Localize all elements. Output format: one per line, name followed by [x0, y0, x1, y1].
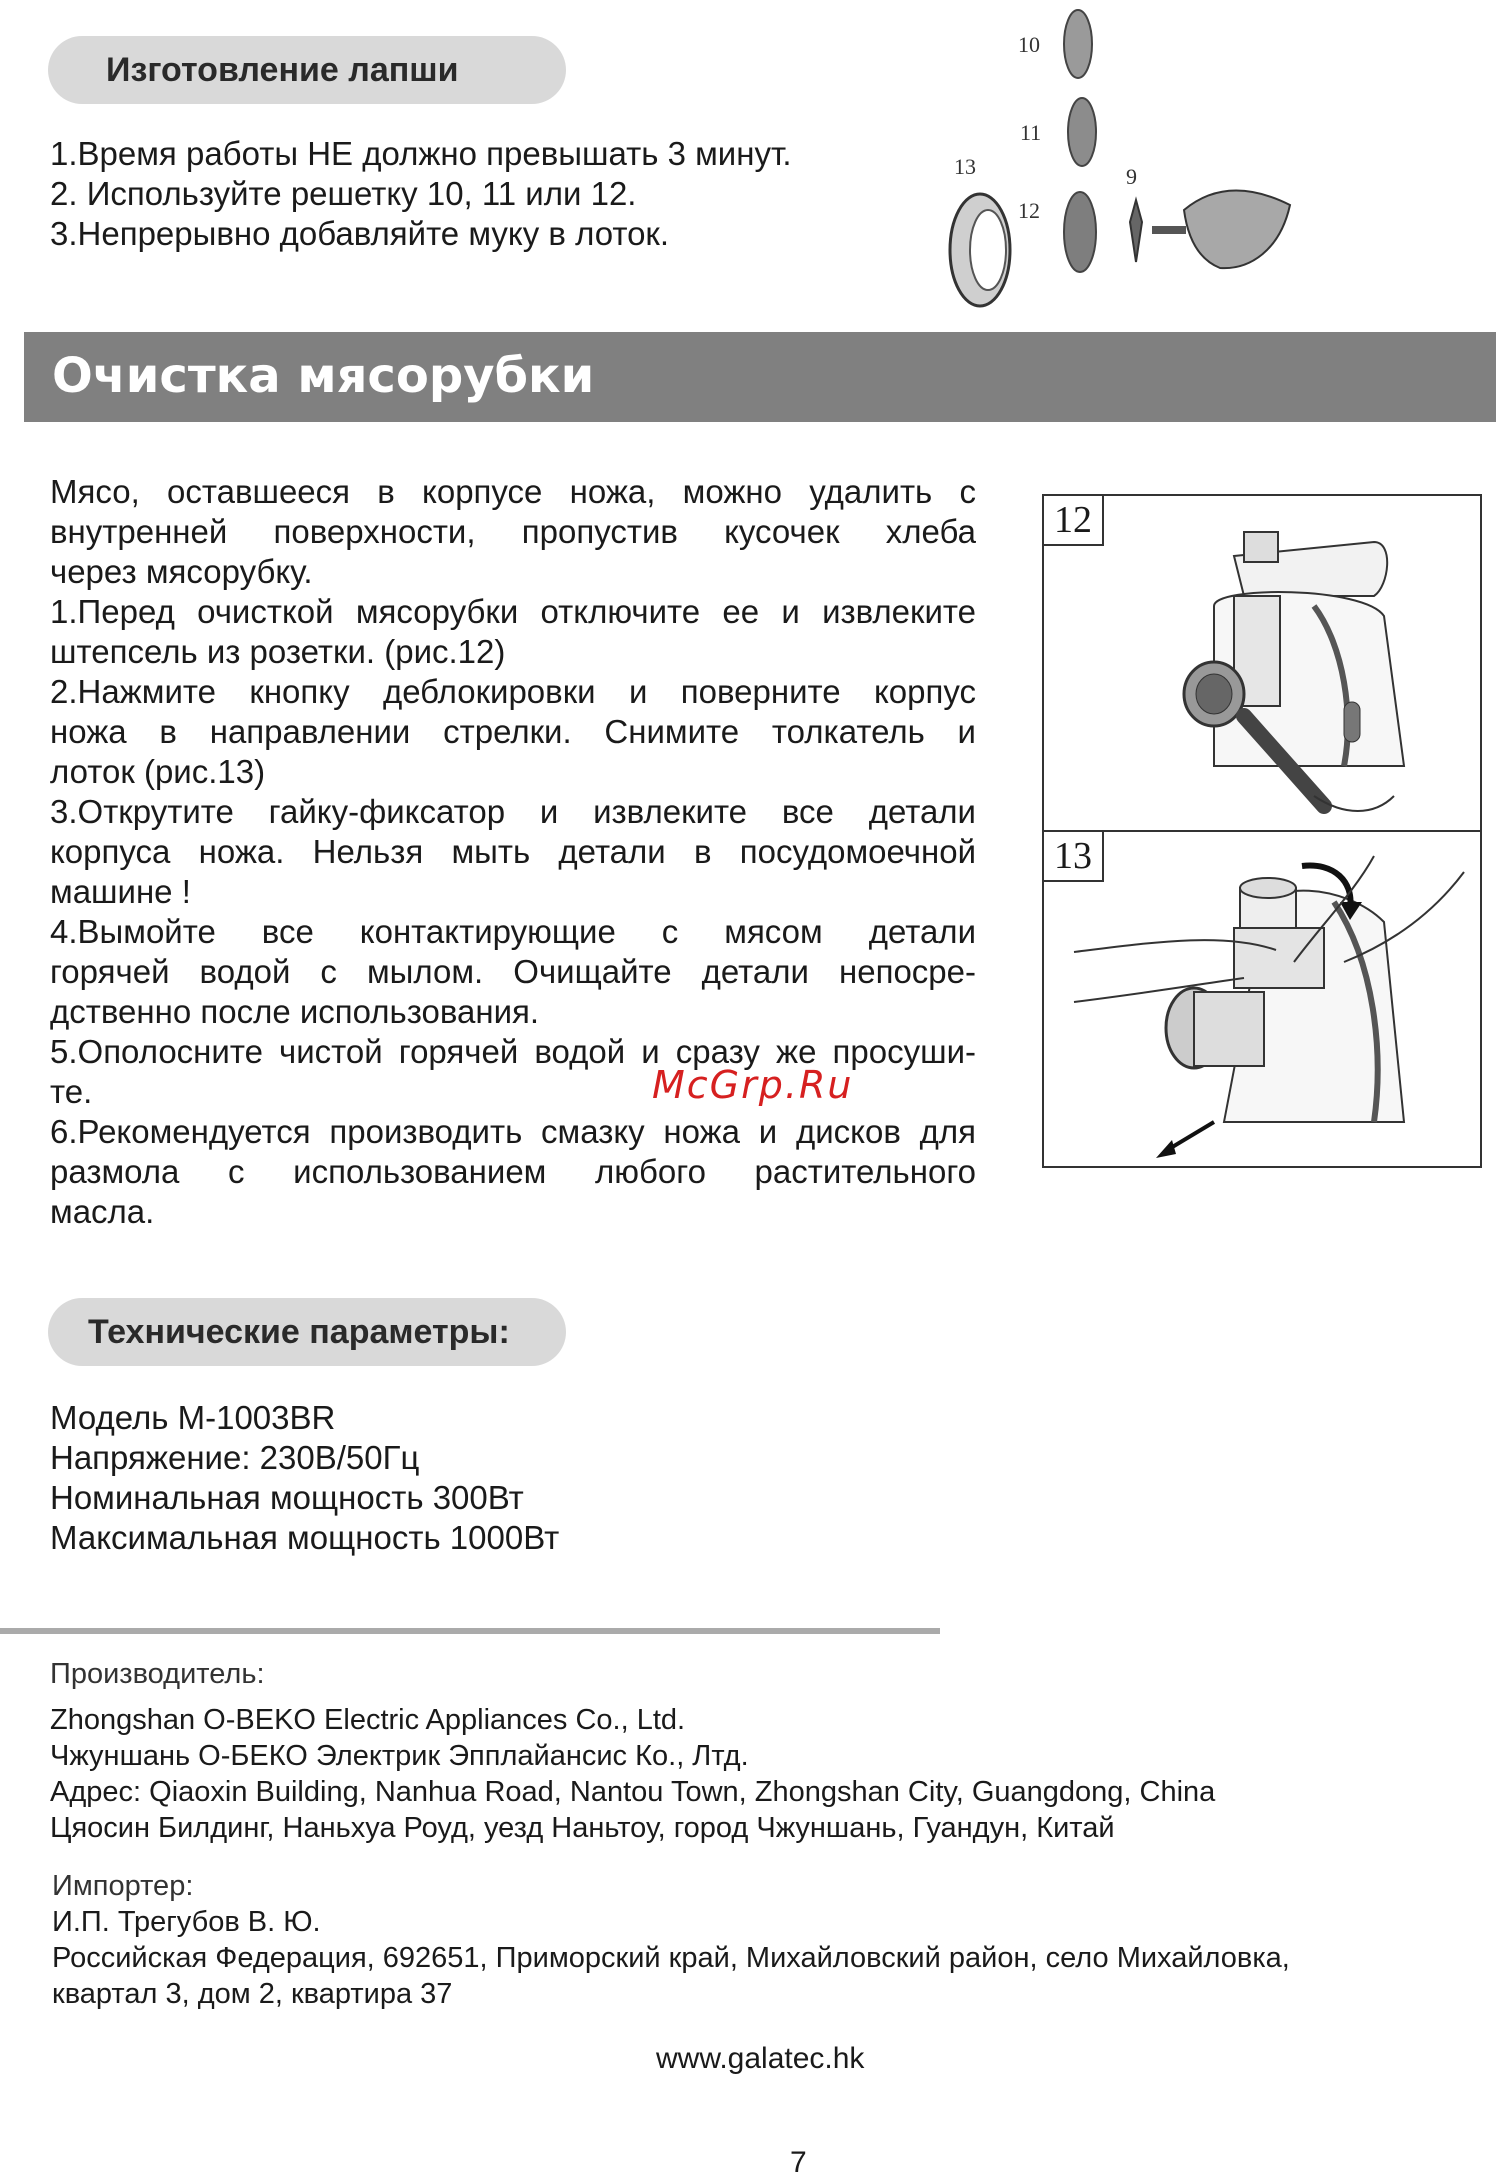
cleaning-line: 3.Открутите гайку-фиксатор и извлеките все детали [50, 793, 976, 830]
cleaning-line: размола с использованием любого растительного [50, 1153, 976, 1190]
noodles-step: 3.Непрерывно добавляйте муку в лоток. [50, 215, 670, 252]
cleaning-line: те. [50, 1073, 93, 1110]
auger-shaft-icon [1152, 226, 1186, 234]
cleaning-line: внутренней поверхности, пропустив кусочек хлеба [50, 513, 976, 550]
cleaning-line: штепсель из розетки. (рис.12) [50, 633, 506, 670]
switch-icon [1344, 702, 1360, 742]
website-link[interactable]: www.galatec.hk [656, 2042, 865, 2075]
page-number: 7 [790, 2146, 807, 2179]
manufacturer-line: Zhongshan O-BEKO Electric Appliances Co., Ltd. [50, 1704, 686, 1736]
parts-drawing [930, 0, 1310, 316]
noodles-heading [48, 36, 566, 104]
auger-icon [1184, 191, 1290, 269]
importer-line: Российская Федерация, 692651, Приморский край, Михайловский район, село Михайловка, [52, 1942, 1290, 1974]
cleaning-line: ножа в направлении стрелки. Снимите толкатель и [50, 713, 976, 750]
knife-housing-icon [1234, 928, 1324, 988]
nut-13-label: 13 [954, 154, 976, 179]
figure-12 [1042, 494, 1482, 832]
cleaning-line: масла. [50, 1193, 155, 1230]
grinder-disassemble-drawing [1044, 832, 1480, 1166]
cleaning-line: 6.Рекомендуется производить смазку ножа и дисков для [50, 1113, 976, 1150]
knife-9-icon [1130, 200, 1142, 262]
watermark: McGrp.Ru [652, 1063, 854, 1107]
importer-line: И.П. Трегубов В. Ю. [52, 1906, 321, 1938]
manufacturer-block [50, 1656, 1215, 1846]
figure-12-number: 12 [1044, 496, 1104, 546]
cleaning-line: лоток (рис.13) [50, 753, 266, 790]
importer-label: Импортер: [52, 1870, 194, 1902]
manufacturer-line: Цяосин Билдинг, Наньхуа Роуд, уезд Наньтоу, город Чжуншань, Гуандун, Китай [50, 1812, 1115, 1844]
cleaning-line: через мясорубку. [50, 553, 313, 590]
cleaning-line: горячей водой с мылом. Очищайте детали непосре- [50, 953, 976, 990]
specs-heading-text: Технические параметры: [88, 1312, 510, 1351]
footer-divider [0, 1628, 940, 1634]
cleaning-line: корпуса ножа. Нельзя мыть детали в посудомоечной [50, 833, 976, 870]
grid-10-label: 10 [1018, 32, 1040, 57]
cleaning-line: 4.Вымойте все контактирующие с мясом детали [50, 913, 976, 950]
manufacturer-label: Производитель: [50, 1658, 265, 1690]
figure-13-number: 13 [1044, 832, 1104, 882]
grid-11-icon [1068, 98, 1096, 166]
importer-block [52, 1868, 1290, 2012]
specs-list [50, 1398, 559, 1558]
parts-illustration [930, 0, 1310, 316]
spec-line: Номинальная мощность 300Вт [50, 1479, 524, 1516]
noodles-steps [50, 134, 792, 254]
manufacturer-line: Адрес: Qiaoxin Building, Nanhua Road, Nantou Town, Zhongshan City, Guangdong, China [50, 1776, 1216, 1808]
noodles-step: 1.Время работы НЕ должно превышать 3 минут. [50, 135, 792, 172]
cleaning-line: 5.Ополосните чистой горячей водой и сразу же просуши- [50, 1033, 976, 1070]
figure-13 [1042, 830, 1482, 1168]
spec-line: Максимальная мощность 1000Вт [50, 1519, 560, 1556]
grid-12-label: 12 [1018, 198, 1040, 223]
grid-10-icon [1064, 10, 1092, 78]
cleaning-line: Мясо, оставшееся в корпусе ножа, можно удалить с [50, 473, 976, 510]
cleaning-title: Очистка мясорубки [52, 348, 595, 404]
cleaning-text [50, 472, 976, 1232]
noodles-step: 2. Используйте решетку 10, 11 или 12. [50, 175, 637, 212]
cleaning-line: 2.Нажмите кнопку деблокировки и поверните корпус [50, 673, 976, 710]
noodles-heading-text: Изготовление лапши [106, 50, 459, 89]
spec-line: Модель M-1003BR [50, 1399, 336, 1436]
manufacturer-line: Чжуншань О-БЕКО Электрик Эпплайансис Ко., Лтд. [50, 1740, 749, 1772]
cleaning-line: машине ! [50, 873, 191, 910]
spec-line: Напряжение: 230В/50Гц [50, 1439, 420, 1476]
knife-9-label: 9 [1126, 164, 1137, 189]
cleaning-line: 1.Перед очисткой мясорубки отключите ее и извлеките [50, 593, 976, 630]
grid-12-icon [1064, 192, 1096, 272]
cleaning-title-bar [24, 332, 1496, 420]
specs-heading [48, 1298, 566, 1366]
cleaning-rule [24, 420, 1496, 422]
pusher-icon [1244, 532, 1278, 562]
cleaning-line: дственно после использования. [50, 993, 540, 1030]
grinder-unplug-drawing [1044, 496, 1480, 830]
importer-line: квартал 3, дом 2, квартира 37 [52, 1978, 453, 2010]
grid-11-label: 11 [1020, 120, 1042, 145]
